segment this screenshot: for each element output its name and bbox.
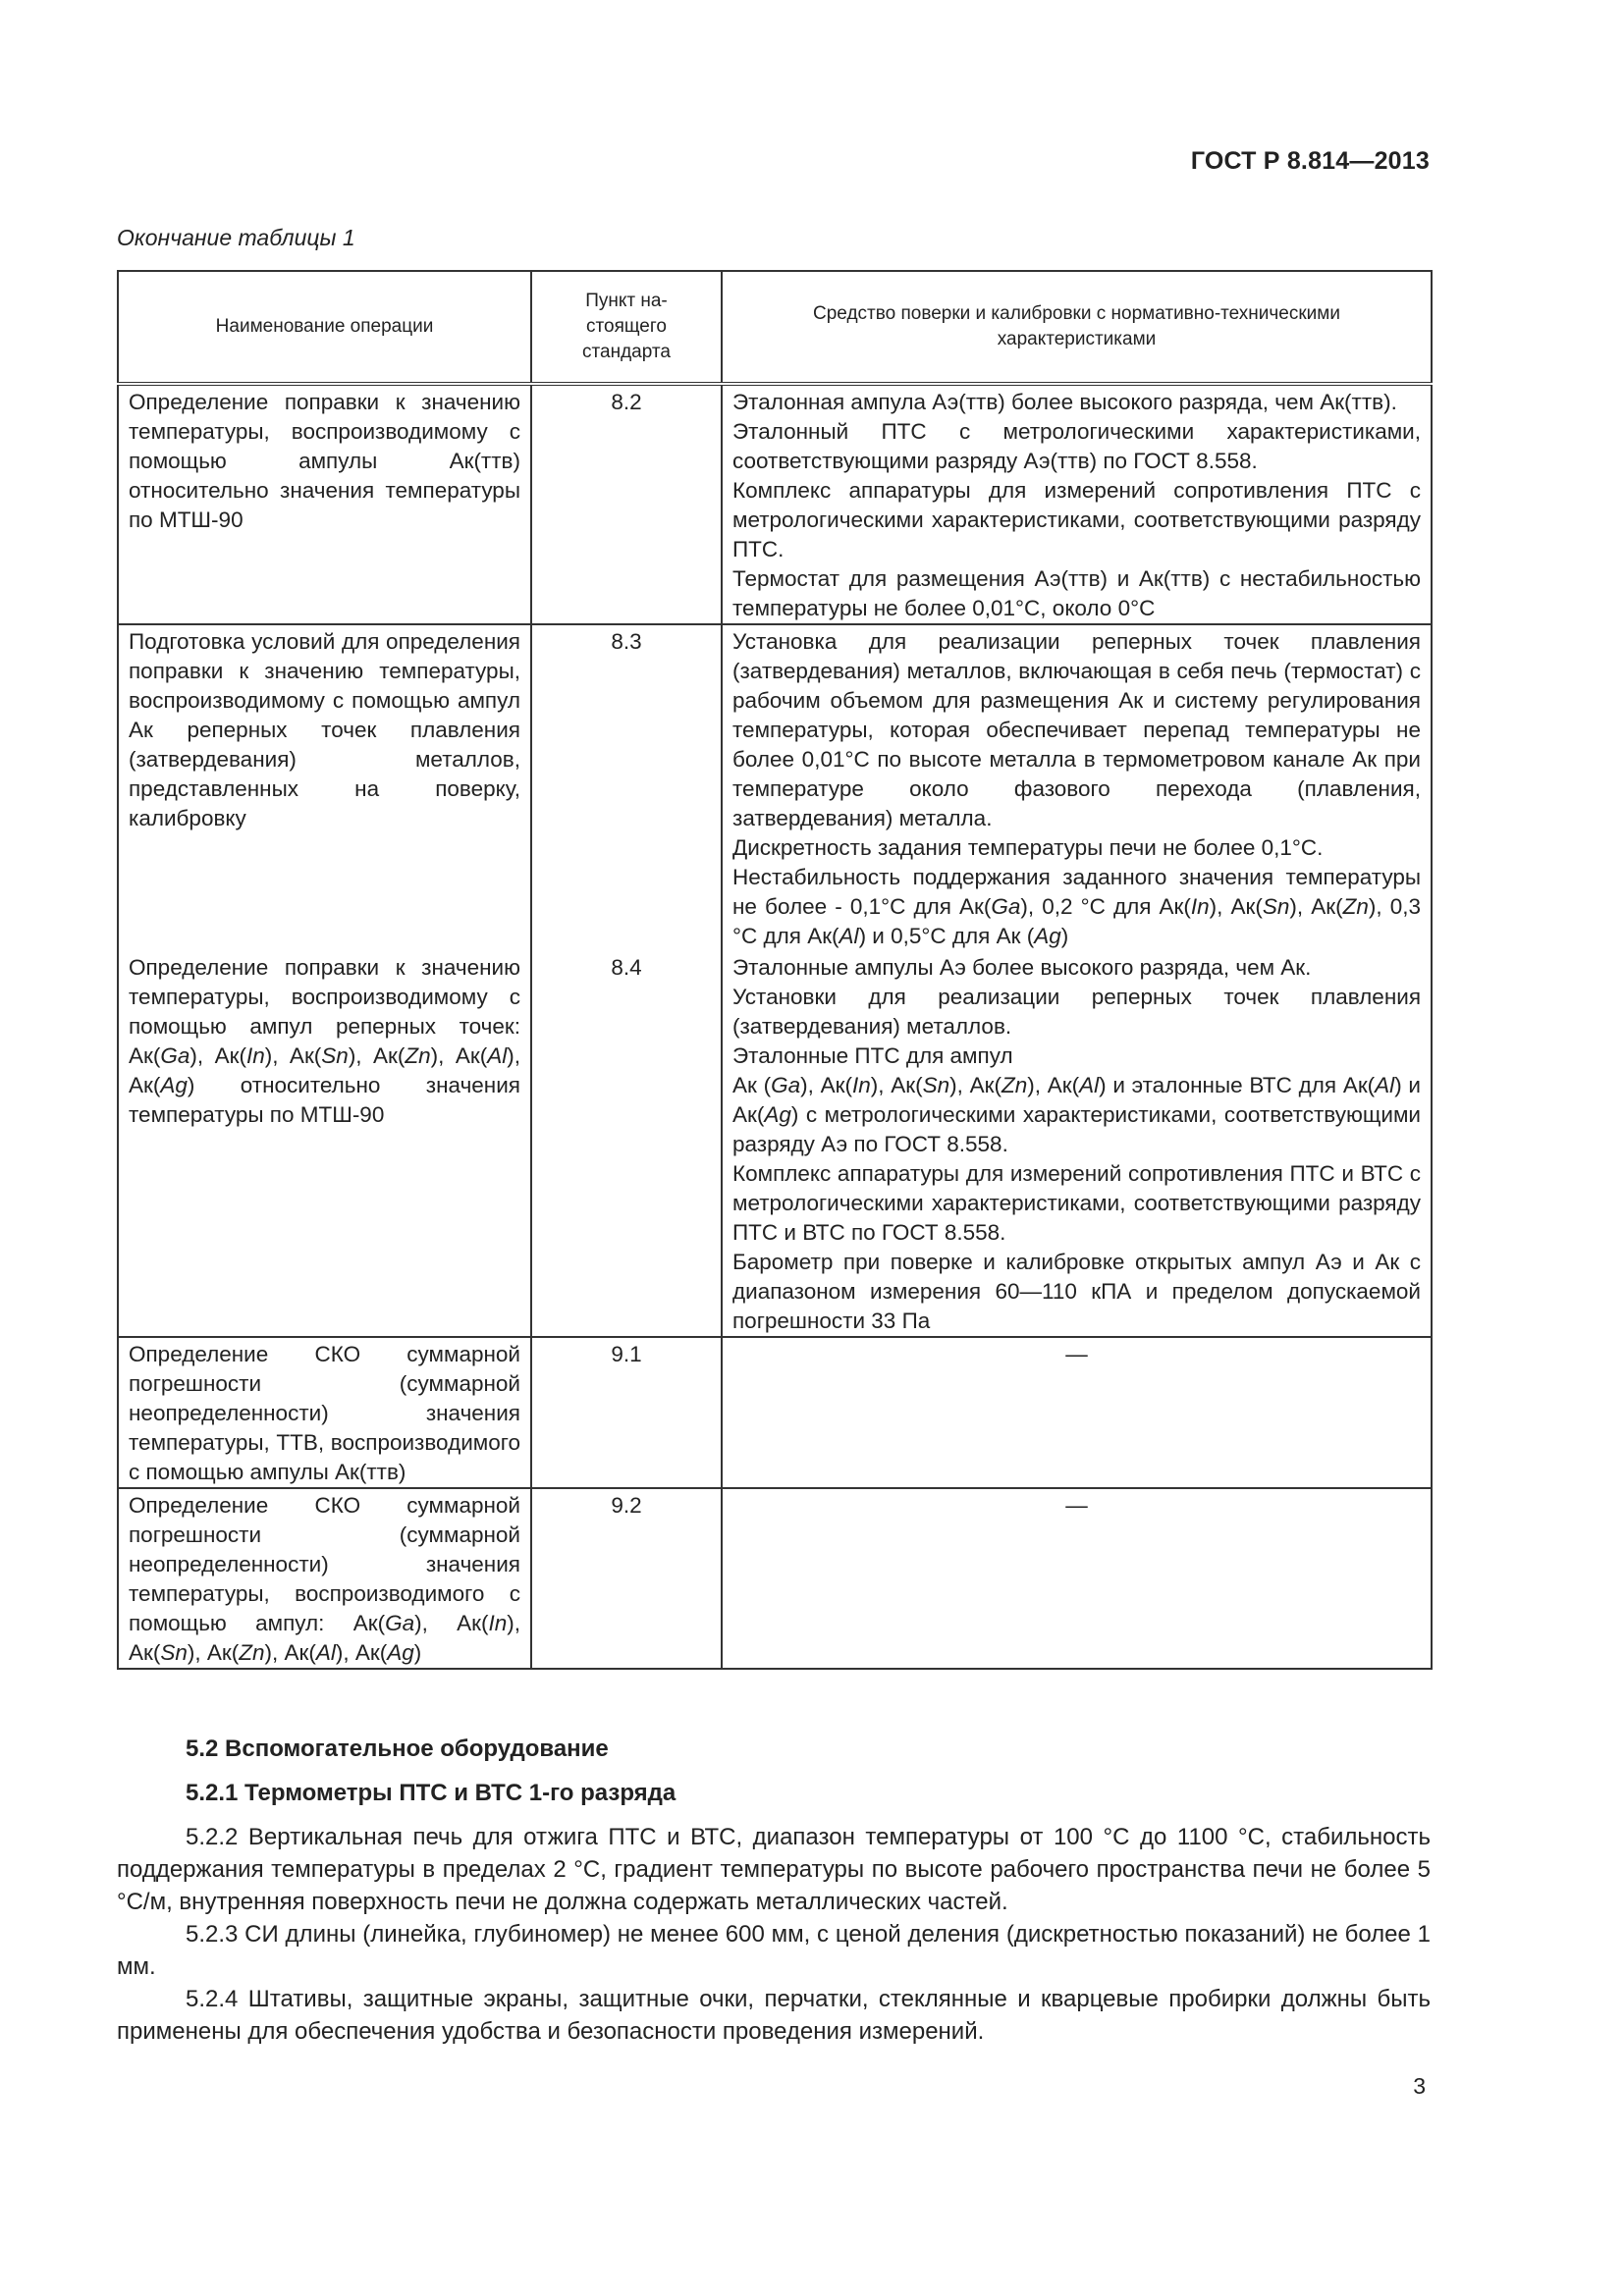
means-cell	[722, 951, 1432, 1337]
column-header-operation: Наименование операции	[118, 271, 531, 384]
operation-cell: Определение поправки к значению температуры, воспроизводимому с помощью ампул реперных точек: Ак(Ga), Ак(In), Ак(Sn), Ак(Zn), Ак(Al), Ак(Ag) относительно значения температуры по МТШ-90	[118, 951, 531, 1337]
column-header-means: Средство поверки и калибровки с нормативно-техническими характеристиками	[722, 271, 1432, 384]
means-line: Эталонная ампула Аэ(ттв) более высокого разряда, чем Ак(ттв).	[732, 390, 1397, 414]
means-line: Термостат для размещения Аэ(ттв) и Ак(ттв) с нестабильностью температуры не более 0,01°С, около 0°С	[732, 566, 1421, 620]
page-number: 3	[1413, 2073, 1426, 2099]
table-row	[118, 1488, 1432, 1669]
column-header-clause: Пункт на- стоящего стандарта	[531, 271, 722, 384]
means-line: Установка для реализации реперных точек плавления (затвердевания) металлов, включающая в себя печь (термостат) с рабочим объемом для размещения Ак и систему регулирования температуры, которая обеспечивает перепад температуры не более 0,01°С по высоте металла в термометровом канале Ак при температуре около фазового перехода (плавления, затвердевания) металла.	[732, 629, 1421, 830]
section-heading: 5.2.1 Термометры ПТС и ВТС 1-го разряда	[186, 1780, 677, 1806]
section-paragraph: 5.2.4 Штативы, защитные экраны, защитные очки, перчатки, стеклянные и кварцевые пробирки должны быть применены для обеспечения удобства и безопасности проведения измерений.	[117, 1986, 1431, 2045]
means-cell	[722, 1488, 1432, 1669]
body-text	[117, 1733, 1431, 2048]
means-line: Эталонные ампулы Аэ более высокого разряда, чем Ак.	[732, 955, 1312, 980]
section-paragraph: 5.2.2 Вертикальная печь для отжига ПТС и ВТС, диапазон температуры от 100 °С до 1100 °С, стабильность поддержания температуры в пределах 2 °С, градиент температуры по высоте рабочего пространства печи не более 5 °С/м, внутренняя поверхность печи не должна содержать металлических частей.	[117, 1824, 1431, 1915]
table-header-row	[118, 271, 1432, 384]
means-cell	[722, 384, 1432, 624]
document-id: ГОСТ Р 8.814—2013	[1190, 147, 1430, 175]
section-heading: 5.2 Вспомогательное оборудование	[186, 1735, 609, 1762]
means-line: Эталонные ПТС для ампул	[732, 1043, 1013, 1068]
clause-cell: 9.1	[531, 1337, 722, 1488]
clause-cell: 8.3	[531, 624, 722, 951]
clause-cell: 8.4	[531, 951, 722, 1337]
means-line: Дискретность задания температуры печи не более 0,1°С.	[732, 835, 1324, 860]
table-body	[118, 384, 1432, 1669]
means-line: —	[1065, 1342, 1088, 1366]
means-line: Комплекс аппаратуры для измерений сопротивления ПТС с метрологическими характеристиками, соответствующими разряду ПТС.	[732, 478, 1421, 561]
means-line: Комплекс аппаратуры для измерений сопротивления ПТС и ВТС с метрологическими характеристиками, соответствующими разряду ПТС и ВТС по ГОСТ 8.558.	[732, 1161, 1421, 1245]
clause-cell: 9.2	[531, 1488, 722, 1669]
means-line: Установки для реализации реперных точек плавления (затвердевания) металлов.	[732, 985, 1421, 1039]
clause-cell: 8.2	[531, 384, 722, 624]
means-line: Барометр при поверке и калибровке открытых ампул Аэ и Ак с диапазоном измерения 60—110 кПА и пределом допускаемой погрешности 33 Па	[732, 1250, 1421, 1333]
section-paragraph: 5.2.3 СИ длины (линейка, глубиномер) не менее 600 мм, с ценой деления (дискретностью показаний) не более 1 мм.	[117, 1921, 1431, 1980]
table-row	[118, 384, 1432, 624]
table-row	[118, 624, 1432, 951]
table-caption: Окончание таблицы 1	[117, 225, 355, 250]
means-line: —	[1065, 1493, 1088, 1518]
means-cell	[722, 624, 1432, 951]
operation-cell: Определение СКО суммарной погрешности (суммарной неопределенности) значения температуры, воспроизводимого с помощью ампул: Ак(Ga), Ак(In), Ак(Sn), Ак(Zn), Ак(Al), Ак(Ag)	[118, 1488, 531, 1669]
table-row	[118, 1337, 1432, 1488]
means-cell	[722, 1337, 1432, 1488]
means-line: Ак (Ga), Ак(In), Ак(Sn), Ак(Zn), Ак(Al) и эталонные ВТС для Ак(Al) и Ак(Ag) с метрологическими характеристиками, соответствующими разряду Аэ по ГОСТ 8.558.	[732, 1073, 1421, 1156]
operation-cell: Определение СКО суммарной погрешности (суммарной неопределенности) значения температуры, ТТВ, воспроизводимого с помощью ампулы Ак(ттв)	[118, 1337, 531, 1488]
means-line: Нестабильность поддержания заданного значения температуры не более - 0,1°С для Ак(Ga), 0,2 °С для Ак(In), Ак(Sn), Ак(Zn), 0,3 °С для Ак(Al) и 0,5°С для Ак (Ag)	[732, 865, 1422, 948]
operation-cell: Определение поправки к значению температуры, воспроизводимому с помощью ампулы Ак(ттв) относительно значения температуры по МТШ-90	[118, 384, 531, 624]
table-row	[118, 951, 1432, 1337]
operation-cell: Подготовка условий для определения поправки к значению температуры, воспроизводимому с помощью ампул Ак реперных точек плавления (затвердевания) металлов, представленных на поверку, калибровку	[118, 624, 531, 951]
operations-table	[117, 270, 1433, 1670]
means-line: Эталонный ПТС с метрологическими характеристиками, соответствующими разряду Аэ(ттв) по ГОСТ 8.558.	[732, 419, 1421, 473]
